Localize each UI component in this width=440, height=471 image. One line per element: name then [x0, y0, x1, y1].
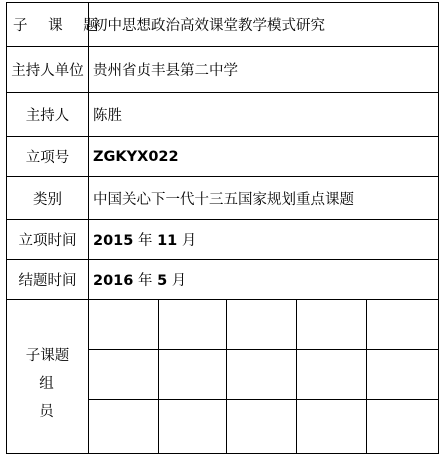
members-label — [7, 300, 89, 454]
member-cell — [367, 300, 439, 350]
members-label-line2: 组 员 — [39, 375, 70, 420]
row-host-unit — [7, 47, 439, 93]
member-cell — [227, 400, 297, 454]
project-number-value: ZGKYX022 — [89, 137, 439, 177]
completion-year: 2016 — [93, 273, 134, 289]
completion-year-unit: 年 — [137, 273, 153, 289]
category-value: 中国关心下一代十三五国家规划重点课题 — [89, 177, 439, 220]
members-row-1 — [7, 300, 439, 350]
member-cell — [159, 400, 227, 454]
member-cell — [297, 350, 367, 400]
row-project-number — [7, 137, 439, 177]
subtopic-value: 初中思想政治高效课堂教学模式研究 — [89, 3, 439, 47]
row-approval-date — [7, 220, 439, 260]
member-cell — [227, 350, 297, 400]
member-cell — [159, 300, 227, 350]
host-value: 陈胜 — [89, 93, 439, 137]
approval-year-unit: 年 — [137, 233, 153, 249]
row-category — [7, 177, 439, 220]
subtopic-label: 子 课 题 — [7, 3, 89, 47]
completion-date-label: 结题时间 — [7, 260, 89, 300]
member-cell — [297, 400, 367, 454]
approval-date-value — [89, 220, 439, 260]
approval-month-unit: 月 — [181, 233, 197, 249]
host-unit-label: 主持人单位 — [7, 47, 89, 93]
member-cell — [159, 350, 227, 400]
row-host — [7, 93, 439, 137]
approval-year: 2015 — [93, 233, 134, 249]
row-subtopic — [7, 3, 439, 47]
row-completion-date — [7, 260, 439, 300]
completion-month: 5 — [157, 273, 168, 289]
members-label-line1: 子课题 — [25, 347, 70, 364]
approval-month: 11 — [157, 233, 178, 249]
host-label: 主持人 — [7, 93, 89, 137]
member-cell — [89, 400, 159, 454]
member-cell — [227, 300, 297, 350]
approval-date-label: 立项时间 — [7, 220, 89, 260]
completion-month-unit: 月 — [171, 273, 187, 289]
category-label: 类别 — [7, 177, 89, 220]
member-cell — [89, 300, 159, 350]
member-cell — [367, 400, 439, 454]
member-cell — [367, 350, 439, 400]
project-info-table — [6, 2, 439, 454]
member-cell — [89, 350, 159, 400]
project-number-label: 立项号 — [7, 137, 89, 177]
member-cell — [297, 300, 367, 350]
completion-date-value — [89, 260, 439, 300]
host-unit-value: 贵州省贞丰县第二中学 — [89, 47, 439, 93]
